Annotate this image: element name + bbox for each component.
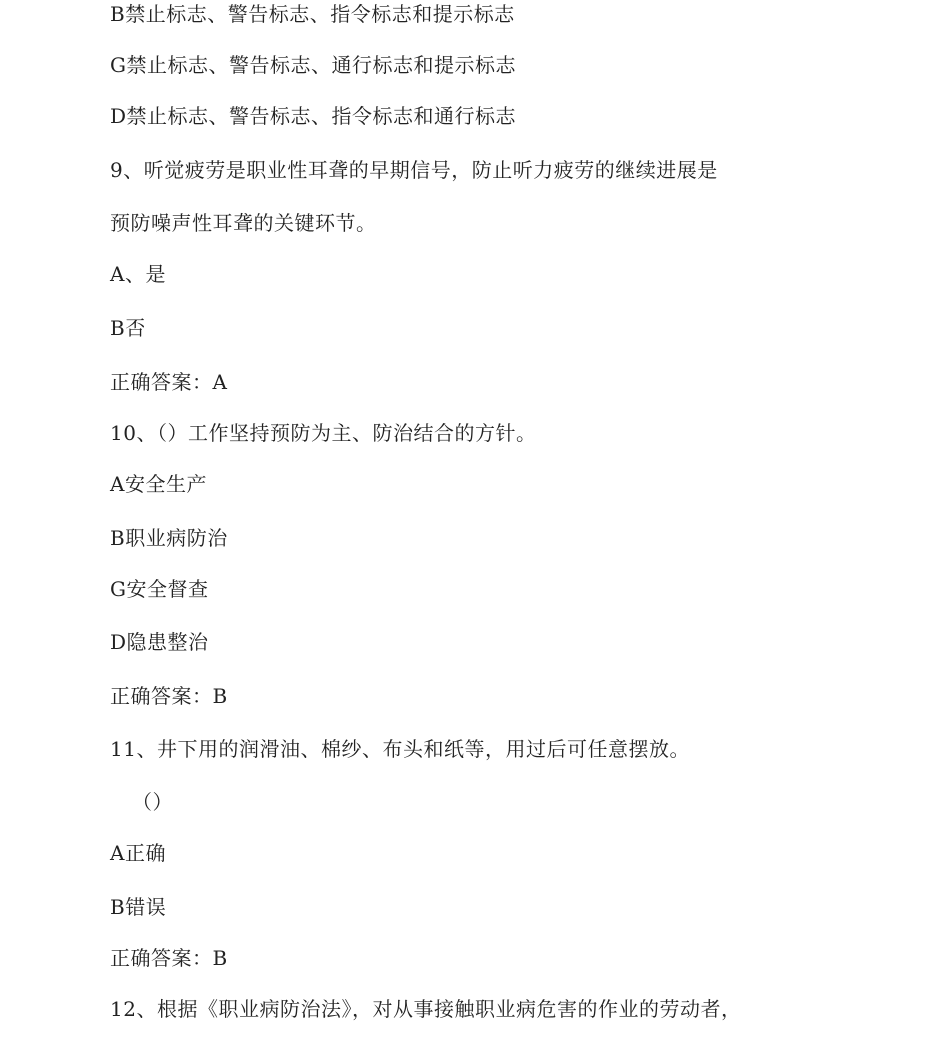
option-d-q8: D禁止标志、警告标志、指令标志和通行标志 xyxy=(110,104,517,128)
answer-q9: 正确答案：A xyxy=(110,370,228,394)
answer-q10: 正确答案：B xyxy=(110,684,228,708)
option-d-q10: D隐患整治 xyxy=(110,630,209,654)
option-b-q11: B错误 xyxy=(110,895,167,919)
answer-q11: 正确答案：B xyxy=(110,946,228,970)
option-g-q10: G安全督查 xyxy=(110,577,209,601)
question-9-line-1: 9、听觉疲劳是职业性耳聋的早期信号，防止听力疲劳的继续进展是 xyxy=(110,158,718,182)
option-b-q8: B禁止标志、警告标志、指令标志和提示标志 xyxy=(110,2,515,26)
question-12-line-1: 12、根据《职业病防治法》，对从事接触职业病危害的作业的劳动者， xyxy=(110,997,742,1021)
option-a-q9: A、是 xyxy=(110,262,166,286)
question-10: 10、（）工作坚持预防为主、防治结合的方针。 xyxy=(110,421,537,445)
question-9-line-2: 预防噪声性耳聋的关键环节。 xyxy=(110,211,377,235)
option-a-q11: A正确 xyxy=(110,841,166,865)
option-b-q10: B职业病防治 xyxy=(110,526,228,550)
option-a-q10: A安全生产 xyxy=(110,472,207,496)
question-11-blank: （） xyxy=(132,790,173,814)
option-b-q9: B否 xyxy=(110,316,146,340)
question-11-line-1: 11、井下用的润滑油、棉纱、布头和纸等，用过后可任意摆放。 xyxy=(110,737,690,761)
option-g-q8: G禁止标志、警告标志、通行标志和提示标志 xyxy=(110,53,516,77)
